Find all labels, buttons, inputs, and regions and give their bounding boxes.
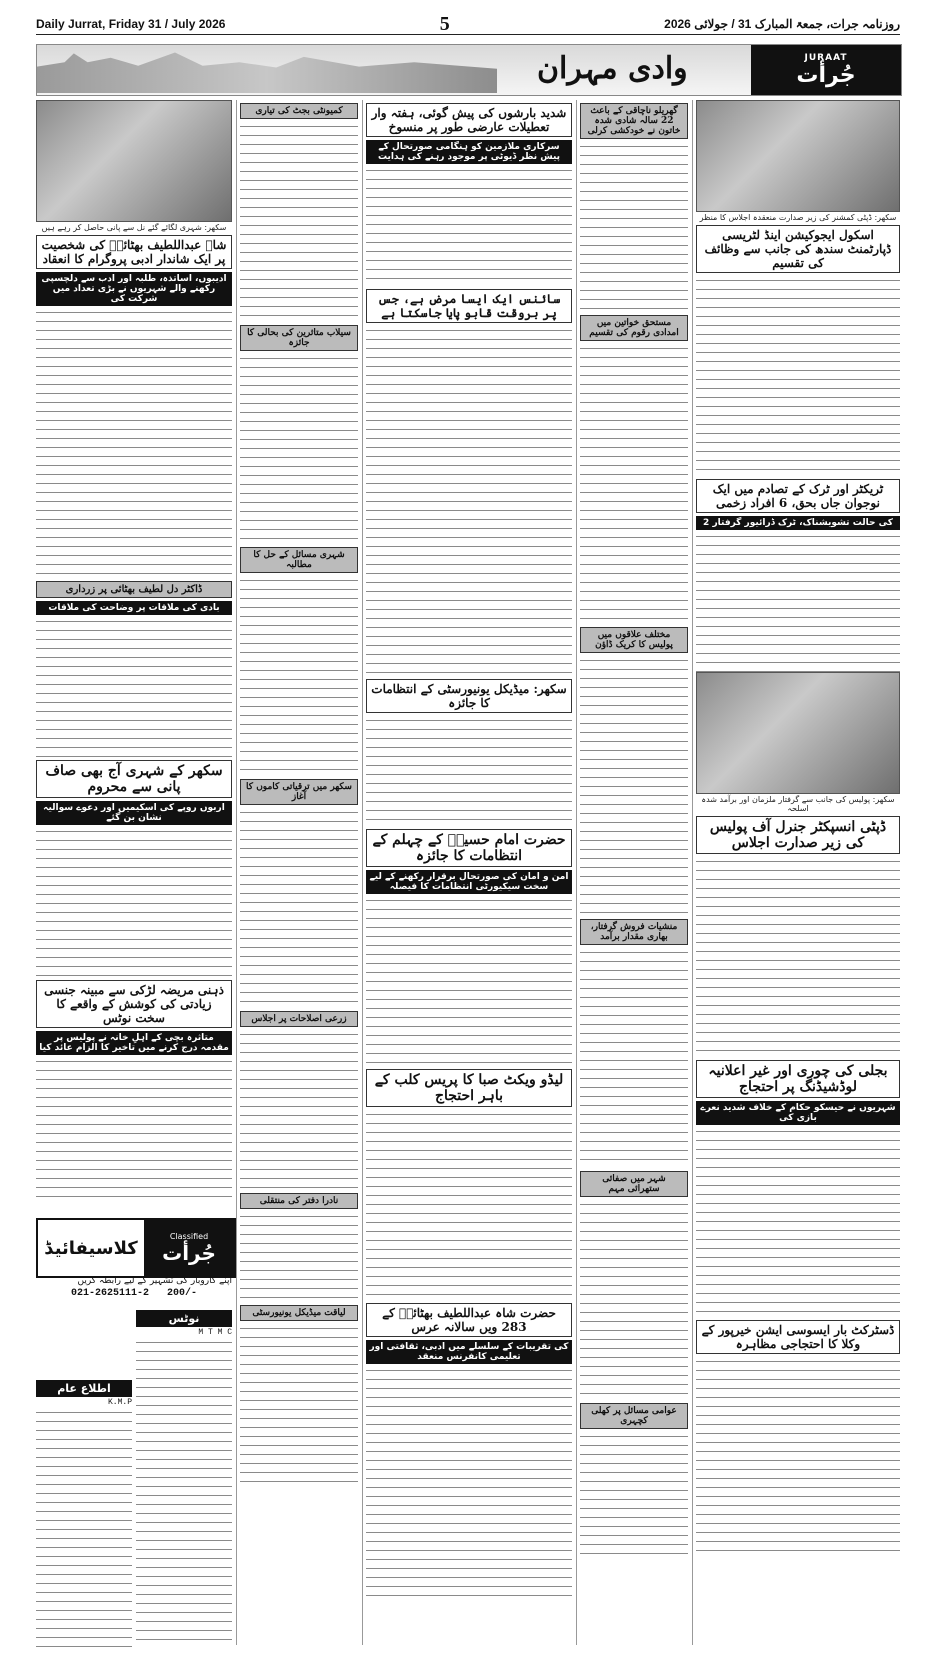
headline: شاہ عبداللطیف بھٹائیؒ کی شخصیت پر ایک شاندار ادبی پروگرام کا انعقاد [36, 235, 232, 269]
subheadline: امن و امان کی صورتحال برقرار رکھنے کے لیے سخت سیکیورٹی انتظامات کا فیصلہ [366, 870, 572, 894]
headline: شہری مسائل کے حل کا مطالبہ [240, 547, 358, 573]
classified-logo: Classified جُرأت [144, 1220, 234, 1276]
photo-caption: سکھر: پولیس کی جانب سے گرفتار ملزمان اور برآمد شدہ اسلحہ [701, 795, 895, 813]
article-text [580, 1432, 688, 1562]
headline: سائنس ایک ایسا مرض ہے، جس پر بروقت قابو پایا جاسکتا ہے [366, 289, 572, 323]
column-divider [576, 100, 577, 1645]
subheadline: 2 کی حالت تشویشناک، ٹرک ڈرائیور گرفتار [696, 516, 900, 530]
article-text [36, 1057, 232, 1197]
article-text [366, 326, 572, 676]
notice-title: اطلاع عام [36, 1380, 132, 1397]
article-text [580, 142, 688, 312]
article-text [696, 1357, 900, 1557]
notice-box [36, 1380, 132, 1648]
article-text [366, 166, 572, 286]
headline: عوامی مسائل پر کھلی کچہری [580, 1403, 688, 1429]
subheadline: سرکاری ملازمین کو ہنگامی صورتحال کے پیش نظر ڈیوٹی پر موجود رہنے کی ہدایت [366, 140, 572, 164]
english-dateline: Daily Jurrat, Friday 31 / July 2026 [36, 17, 226, 31]
headline: ٹریکٹر اور ٹرک کے تصادم میں ایک نوجوان جاں بحق، 6 افراد زخمی [696, 479, 900, 513]
headline: لیاقت میڈیکل یونیورسٹی [240, 1305, 358, 1321]
article-text [366, 896, 572, 1066]
headline: کمیونٹی بجٹ کی تیاری [240, 103, 358, 119]
landmarks-silhouette [37, 49, 497, 93]
article-text [36, 827, 232, 977]
column-divider [692, 100, 693, 1645]
headline: سیلاب متاثرین کی بحالی کا جائزہ [240, 325, 358, 351]
notice-box [136, 1310, 232, 1648]
photo-caption: سکھر: ڈپٹی کمشنر کی زیر صدارت منعقدہ اجلاس کا منظر [699, 213, 897, 222]
news-photo [696, 672, 900, 794]
headline: مستحق خواتین میں امدادی رقوم کی تقسیم [580, 315, 688, 341]
headline: شہر میں صفائی ستھرائی مہم [580, 1171, 688, 1197]
headline: زرعی اصلاحات پر اجلاس [240, 1011, 358, 1027]
page-number: 5 [439, 12, 450, 35]
article-text [240, 576, 358, 776]
article-text [696, 276, 900, 476]
headline: نادرا دفتر کی منتقلی [240, 1193, 358, 1209]
classified-ad [36, 1218, 236, 1278]
subheadline: کی تقریبات کے سلسلے میں ادبی، ثقافتی اور تعلیمی کانفرنس منعقد [366, 1340, 572, 1364]
column-3 [366, 100, 572, 1596]
notice-ref: M T M C [198, 1328, 232, 1337]
headline: حضرت شاہ عبداللطیف بھٹائیؒ کے 283 ویں سالانہ عرس [366, 1303, 572, 1337]
headline: سکھر میں ترقیاتی کاموں کا آغاز [240, 779, 358, 805]
article-text [366, 1366, 572, 1596]
headline: بجلی کی چوری اور غیر اعلانیہ لوڈشیڈنگ پر احتجاج [696, 1060, 900, 1098]
newspaper-logo: JURAAT جُرأت [751, 45, 901, 95]
news-photo [696, 100, 900, 212]
article-text [240, 1324, 358, 1484]
article-text [580, 656, 688, 916]
subheadline: متاثرہ بچی کے اہلِ خانہ نے پولیس پر مقدمہ درج کرنے میں تاخیر کا الزام عائد کیا [36, 1031, 232, 1055]
classified-label: کلاسیفائیڈ [44, 1237, 138, 1259]
headline: حضرت امام حسینؓ کے چہلم کے انتظامات کا جائزہ [366, 829, 572, 867]
article-text [240, 354, 358, 544]
classified-phone: 021-2625111-2 200/- [70, 1288, 198, 1299]
article-text [580, 1200, 688, 1400]
headline: گھریلو ناچاقی کے باعث 22 سالہ شادی شدہ خاتون نے خودکشی کرلی [580, 103, 688, 139]
column-2 [240, 100, 358, 1484]
classified-info: اپنے کاروبار کی تشہیر کے لیے رابطہ کریں 021-2625111-2 200/- [36, 1276, 232, 1299]
article-text [240, 808, 358, 1008]
page-header [36, 14, 900, 35]
article-text [36, 308, 232, 578]
news-photo [36, 100, 232, 222]
subheadline: شہریوں نے حیسکو حکام کے خلاف شدید نعرے بازی کی [696, 1101, 900, 1125]
article-text [580, 948, 688, 1168]
article-text [366, 716, 572, 826]
article-text [366, 1110, 572, 1300]
column-5 [696, 100, 900, 1557]
notice-ref: K.M.P [107, 1398, 132, 1407]
article-text [36, 617, 232, 757]
article-text [696, 857, 900, 1057]
article-text [696, 1127, 900, 1317]
headline: ڈپٹی انسپکٹر جنرل آف پولیس کی زیر صدارت اجلاس [696, 816, 900, 854]
headline: سکھر کے شہری آج بھی صاف پانی سے محروم [36, 760, 232, 798]
article-text [240, 122, 358, 322]
headline: ڈاکٹر دل لطیف بھٹائی پر زرداری [36, 581, 232, 598]
headline: منشیات فروش گرفتار، بھاری مقدار برآمد [580, 919, 688, 945]
headline: لیڈو ویکٹ صبا کا پریس کلب کے باہر احتجاج [366, 1069, 572, 1107]
headline: اسکول ایجوکیشن اینڈ لٹریسی ڈپارٹمنٹ سندھ کی جانب سے وظائف کی تقسیم [696, 225, 900, 273]
headline: مختلف علاقوں میں پولیس کا کریک ڈاؤن [580, 627, 688, 653]
article-text [240, 1212, 358, 1302]
subheadline: ادیبوں، اساتذہ، طلبہ اور ادب سے دلچسپی رکھنے والے شہریوں نے بڑی تعداد میں شرکت کی [36, 272, 232, 306]
subheadline: اربوں روپے کی اسکیمیں اور دعوے سوالیہ نشان بن گئے [36, 801, 232, 825]
notice-title: نوٹس [136, 1310, 232, 1327]
section-banner [36, 44, 902, 96]
column-divider [236, 100, 237, 1645]
headline: ذہنی مریضہ لڑکی سے مبینہ جنسی زیادتی کی کوشش کے واقعے کا سخت نوٹس [36, 980, 232, 1028]
article-text [580, 344, 688, 624]
subheadline: بادی کی ملاقات پر وضاحت کی ملاقات [36, 601, 232, 615]
article-text [696, 532, 900, 672]
column-1 [36, 100, 232, 1197]
article-text [240, 1030, 358, 1190]
notice-text [136, 1338, 232, 1648]
column-4 [580, 100, 688, 1562]
notice-text [36, 1408, 132, 1648]
headline: شدید بارشوں کی پیش گوئی، ہفتہ وار تعطیلات عارضی طور پر منسوخ [366, 103, 572, 137]
photo-caption: سکھر: شہری لگائے گئے نل سے پانی حاصل کر رہے ہیں [41, 223, 227, 232]
headline: سکھر: میڈیکل یونیورسٹی کے انتظامات کا جائزہ [366, 679, 572, 713]
section-title: وادی مہران [537, 51, 688, 86]
urdu-dateline: روزنامہ جرات، جمعۃ المبارک 31 / جولائی 2026 [664, 17, 900, 31]
headline: ڈسٹرکٹ بار ایسوسی ایشن خیرپور کے وکلا کا احتجاجی مظاہرہ [696, 1320, 900, 1354]
column-divider [362, 100, 363, 1645]
